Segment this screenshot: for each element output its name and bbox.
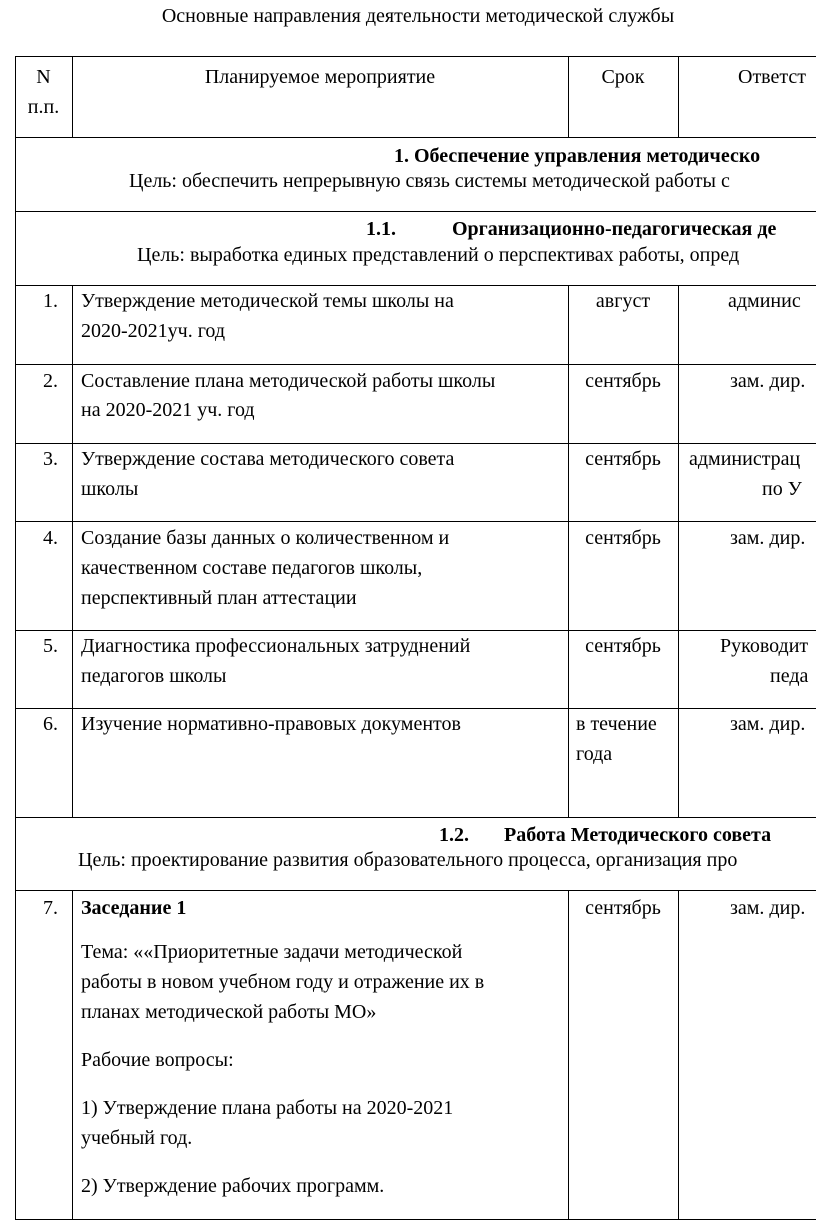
row-6-responsible: зам. дир. [730, 713, 806, 735]
rule-col-3-rows-1-6 [678, 285, 679, 818]
row-4-event-line-2: качественном составе педагогов школы, [81, 557, 423, 579]
rule-col-2-row-7 [568, 890, 569, 1220]
section-1-2-goal: Цель: проектирование развития образовательного процесса, организация про [78, 849, 738, 871]
row-1-num: 1. [43, 290, 58, 312]
row-1-event-line-1: Утверждение методической темы школы на [81, 290, 454, 312]
row-7-term: сентябрь [585, 897, 661, 919]
row-2-num: 2. [43, 370, 58, 392]
row-5-event-line-1: Диагностика профессиональных затруднений [81, 635, 471, 657]
section-1-goal: Цель: обеспечить непрерывную связь системы методической работы с [129, 170, 730, 192]
rule-section-1-2-bottom [15, 890, 816, 891]
row-6-num: 6. [43, 713, 58, 735]
row-7-num: 7. [43, 897, 58, 919]
row-5-responsible-line-1: Руководит [720, 635, 809, 657]
row-7-meeting-title: Заседание 1 [81, 897, 187, 919]
row-4-num: 4. [43, 527, 58, 549]
row-7-event-line-7: 2) Утверждение рабочих программ. [81, 1175, 385, 1197]
header-responsible: Ответст [738, 66, 806, 88]
section-1-1-number: 1.1. [366, 218, 396, 240]
page-title: Основные направления деятельности методической службы [161, 5, 675, 27]
row-3-num: 3. [43, 448, 58, 470]
row-2-term: сентябрь [585, 370, 661, 392]
header-event: Планируемое мероприятие [204, 66, 436, 88]
row-2-responsible: зам. дир. [730, 370, 806, 392]
header-num-line-1: N [36, 66, 51, 88]
row-7-event-line-3: планах методической работы МО» [81, 1001, 377, 1023]
row-6-term-line-1: в течение [576, 713, 657, 735]
row-7-event-line-6: учебный год. [81, 1127, 193, 1149]
row-3-term: сентябрь [585, 448, 661, 470]
row-5-term: сентябрь [585, 635, 661, 657]
row-3-event-line-2: школы [81, 478, 139, 500]
rule-row-6-bottom [15, 817, 816, 818]
row-4-event-line-3: перспективный план аттестации [81, 587, 357, 609]
row-4-responsible: зам. дир. [730, 527, 806, 549]
row-6-term-line-2: года [576, 743, 613, 765]
row-7-event-line-4: Рабочие вопросы: [81, 1049, 234, 1071]
row-2-event-line-1: Составление плана методической работы школы [81, 370, 496, 392]
row-1-event-line-2: 2020-2021уч. год [81, 320, 226, 342]
rule-header-bottom [15, 137, 816, 138]
row-3-event-line-1: Утверждение состава методического совета [81, 448, 455, 470]
rule-row-3-bottom [15, 521, 816, 522]
row-1-term: август [595, 290, 651, 312]
row-7-event-line-2: работы в новом учебном году и отражение их в [81, 971, 485, 993]
rule-col-1-row-7 [72, 890, 73, 1220]
rule-col-3-header [678, 56, 679, 138]
section-1-2-heading: Работа Методического совета [504, 824, 772, 846]
row-7-event-line-5: 1) Утверждение плана работы на 2020-2021 [81, 1097, 454, 1119]
row-5-event-line-2: педагогов школы [81, 665, 227, 687]
section-1-2-number: 1.2. [439, 824, 469, 846]
row-3-responsible-line-1: администрац [689, 448, 801, 470]
rule-col-1-rows-1-6 [72, 285, 73, 818]
row-5-responsible-line-2: педа [770, 665, 809, 687]
section-1-1-heading: Организационно-педагогическая де [452, 218, 777, 240]
row-3-responsible-line-2: по У [762, 478, 802, 500]
row-5-num: 5. [43, 635, 58, 657]
rule-section-1-bottom [15, 211, 816, 212]
rule-table-top [15, 56, 816, 57]
rule-row-1-bottom [15, 364, 816, 365]
row-1-responsible: админис [728, 290, 801, 312]
row-4-event-line-1: Создание базы данных о количественном и [81, 527, 450, 549]
rule-row-7-bottom [15, 1219, 816, 1220]
row-4-term: сентябрь [585, 527, 661, 549]
row-7-responsible: зам. дир. [730, 897, 806, 919]
section-1-heading: 1. Обеспечение управления методическо [394, 145, 761, 167]
header-term: Срок [601, 66, 645, 88]
row-6-event-line-1: Изучение нормативно-правовых документов [81, 713, 461, 735]
row-7-event-line-1: Тема: ««Приоритетные задачи методической [81, 941, 463, 963]
row-2-event-line-2: на 2020-2021 уч. год [81, 399, 255, 421]
rule-col-3-row-7 [678, 890, 679, 1220]
header-num-line-2: п.п. [27, 96, 60, 118]
section-1-1-goal: Цель: выработка единых представлений о перспективах работы, опред [137, 244, 740, 266]
